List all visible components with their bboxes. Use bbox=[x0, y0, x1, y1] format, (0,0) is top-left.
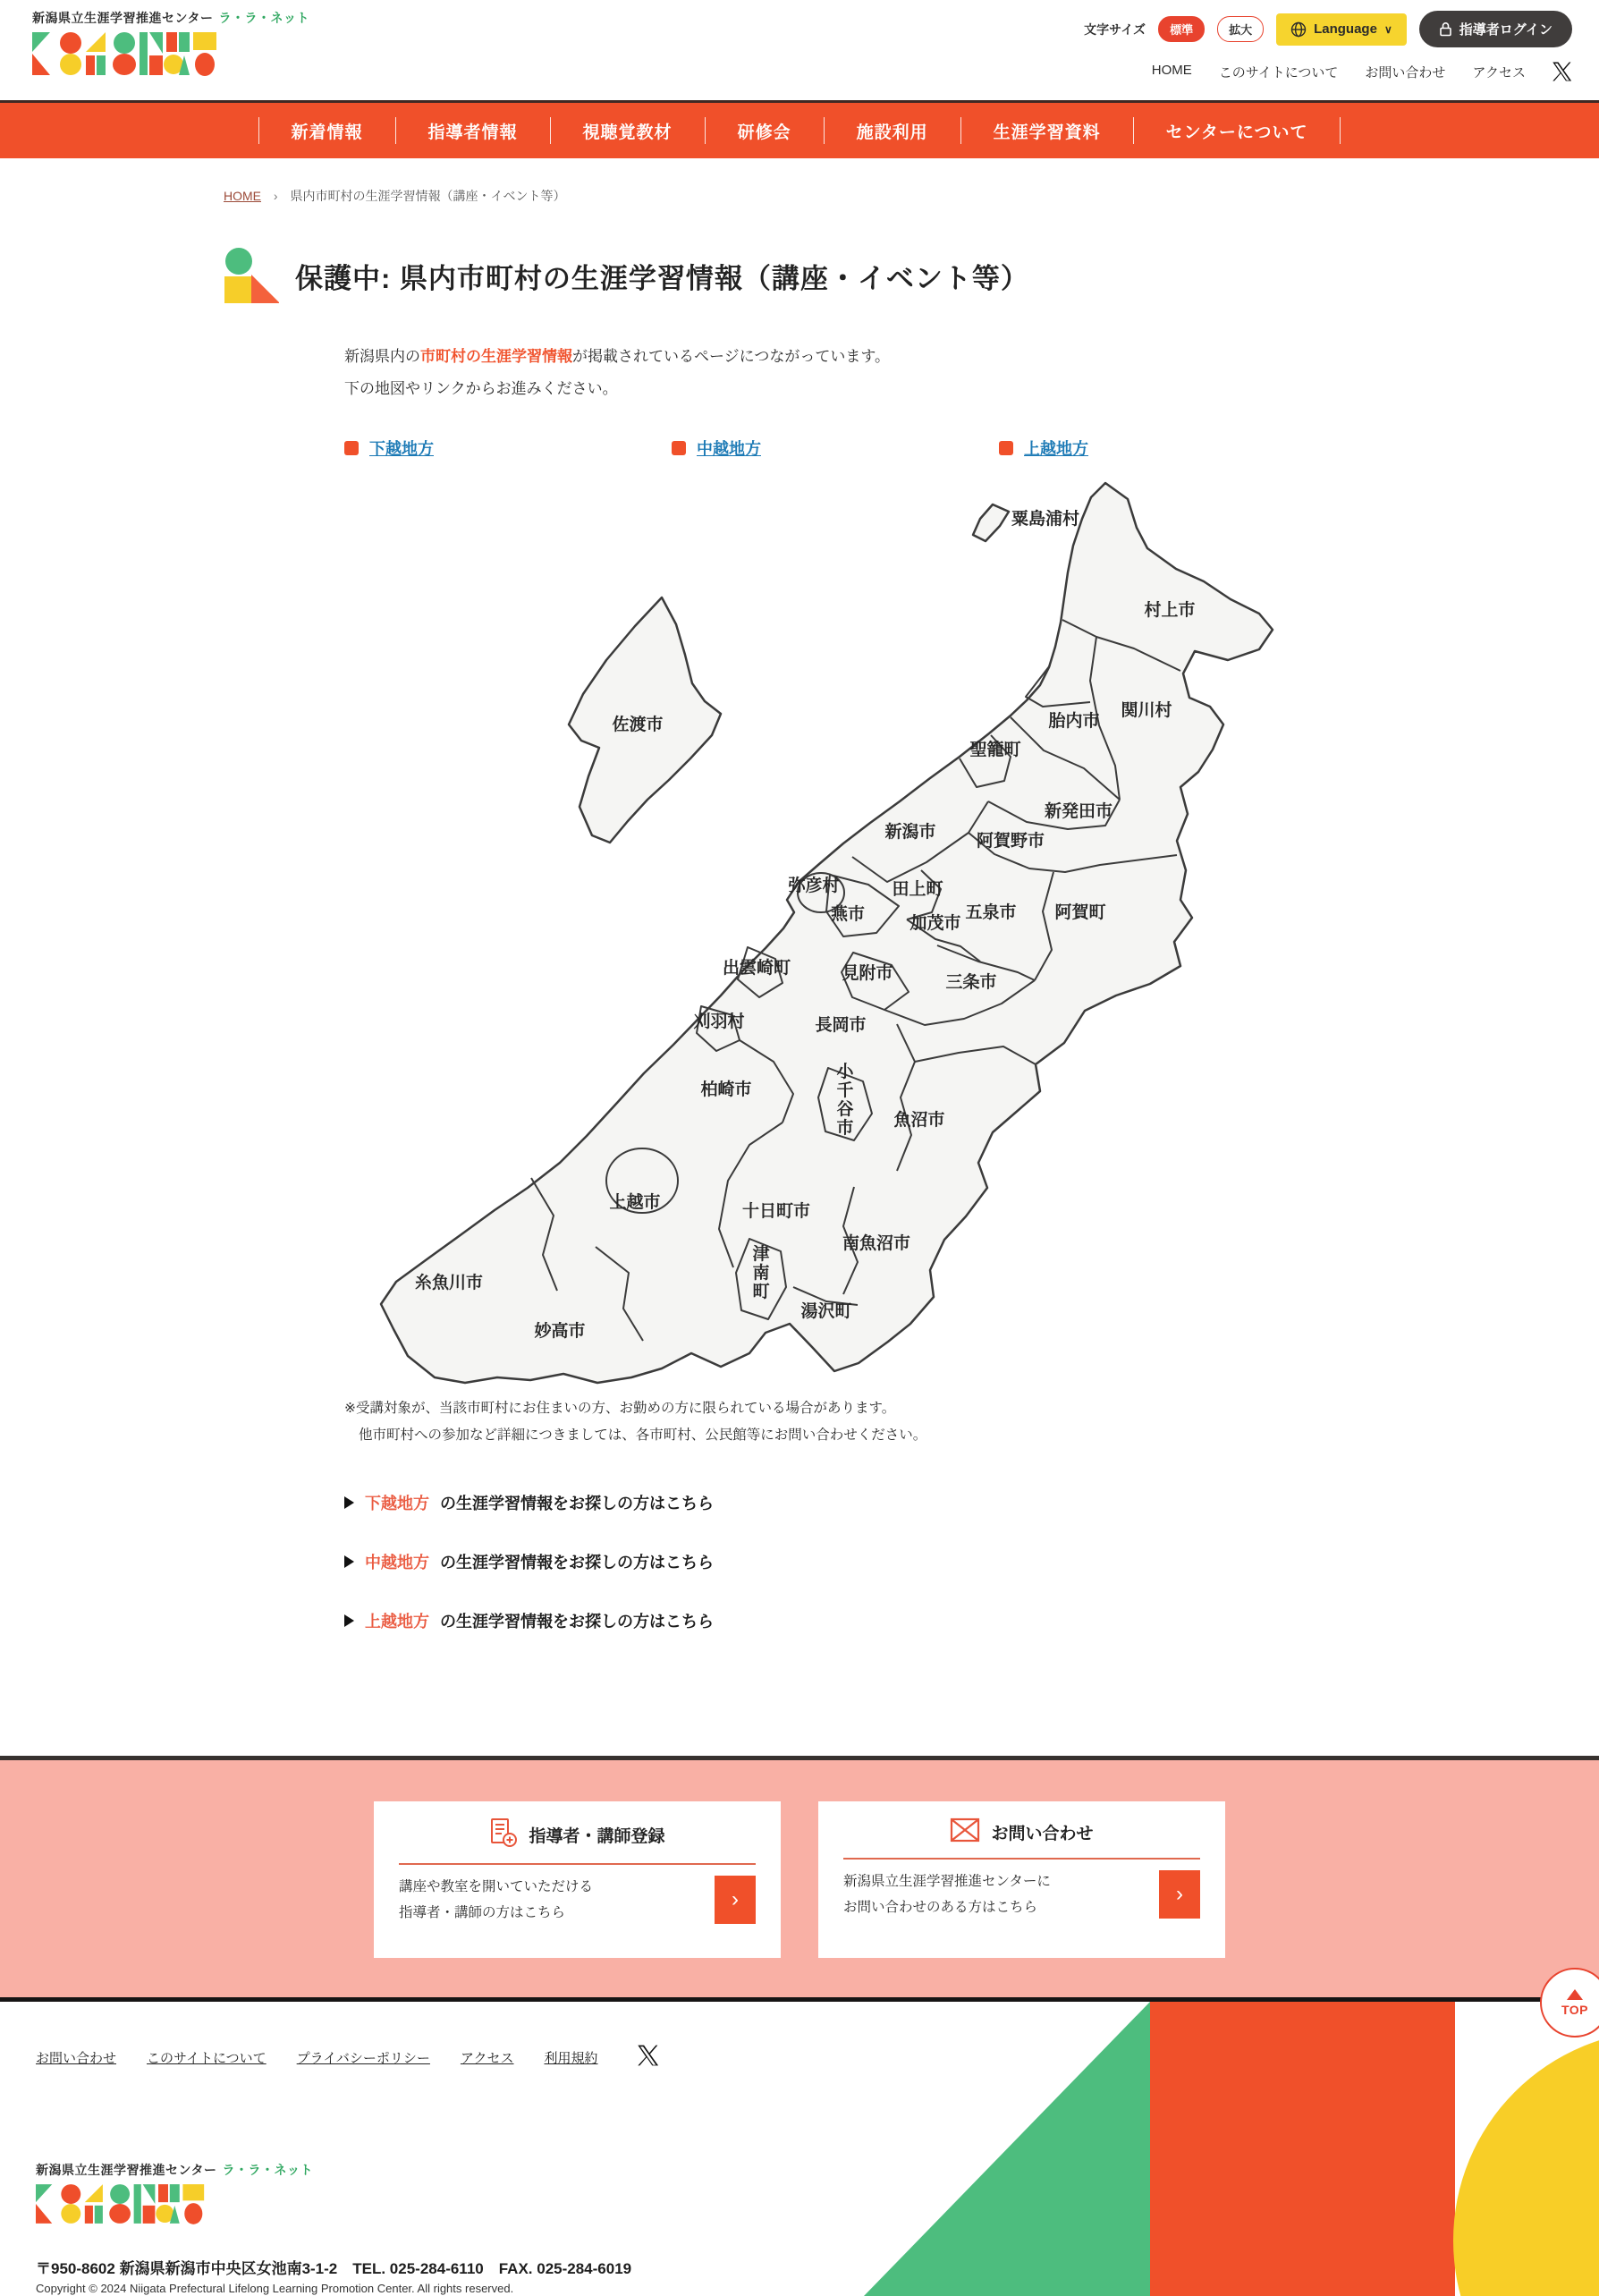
mail-icon bbox=[950, 1817, 980, 1847]
map-label[interactable]: 五泉市 bbox=[965, 903, 1017, 923]
card-text: 講座や教室を開いていただける 指導者・講師の方はこちら bbox=[399, 1879, 594, 1921]
intro-emphasis[interactable]: 市町村の生涯学習情報 bbox=[420, 348, 572, 365]
header-link-0[interactable]: HOME bbox=[1151, 62, 1192, 78]
map-label[interactable]: 妙高市 bbox=[534, 1322, 586, 1342]
x-twitter-icon[interactable] bbox=[1552, 62, 1572, 81]
mainland-outline bbox=[381, 483, 1273, 1383]
lalanet-logo-icon bbox=[32, 30, 218, 77]
map-label[interactable]: 小千谷市 bbox=[836, 1063, 854, 1139]
instructor-login-button[interactable]: 指導者ログイン bbox=[1419, 11, 1572, 47]
language-button[interactable] bbox=[1276, 13, 1407, 46]
map-label[interactable]: 南魚沼市 bbox=[842, 1234, 911, 1254]
card-arrow-button[interactable]: › bbox=[1159, 1870, 1200, 1919]
search-suffix-label: の生涯学習情報をお探しの方はこちら bbox=[440, 1554, 714, 1572]
header-link-2[interactable]: お問い合わせ bbox=[1365, 64, 1446, 80]
map-label[interactable]: 柏崎市 bbox=[700, 1080, 752, 1100]
map-label[interactable]: 長岡市 bbox=[815, 1016, 867, 1036]
header-link-1[interactable]: このサイトについて bbox=[1218, 64, 1339, 80]
region-link-0[interactable] bbox=[344, 436, 672, 460]
awashima-island-outline bbox=[973, 504, 1009, 541]
footer-link-2[interactable]: プライバシーポリシー bbox=[296, 2051, 430, 2066]
region-link-label[interactable]: 下越地方 bbox=[369, 440, 434, 459]
triangle-right-icon bbox=[344, 1555, 354, 1568]
search-region-label: 中越地方 bbox=[365, 1554, 429, 1572]
map-label[interactable]: 十日町市 bbox=[741, 1202, 811, 1222]
search-suffix-label: の生涯学習情報をお探しの方はこちら bbox=[440, 1495, 714, 1513]
search-suffix-label: の生涯学習情報をお探しの方はこちら bbox=[440, 1613, 714, 1631]
footer-site-brand: ラ・ラ・ネット bbox=[222, 2163, 313, 2177]
x-twitter-icon[interactable] bbox=[638, 2045, 659, 2071]
registration-icon bbox=[489, 1817, 518, 1852]
breadcrumb-home-link[interactable]: HOME bbox=[224, 189, 261, 203]
language-label: Language bbox=[1314, 21, 1377, 37]
map-outline bbox=[381, 483, 1273, 1383]
region-search-links bbox=[344, 1491, 1599, 1632]
nav-item-5[interactable]: 生涯学習資料 bbox=[960, 117, 1133, 144]
card-divider bbox=[399, 1863, 756, 1865]
triangle-right-icon bbox=[344, 1496, 354, 1509]
footer-site-logo[interactable] bbox=[36, 2161, 313, 2225]
footer-site-name: 新潟県立生涯学習推進センター ラ・ラ・ネット bbox=[36, 2163, 313, 2177]
map-label[interactable]: 村上市 bbox=[1144, 601, 1196, 621]
map-label[interactable]: 刈羽村 bbox=[693, 1012, 745, 1032]
search-region-label: 上越地方 bbox=[365, 1613, 429, 1631]
header bbox=[0, 0, 1599, 100]
map-label[interactable]: 胎内市 bbox=[1048, 712, 1100, 732]
region-links bbox=[344, 436, 1599, 460]
chevron-down-icon: ∨ bbox=[1383, 22, 1392, 36]
deco-red-rectangle bbox=[1150, 2002, 1455, 2296]
nav-item-3[interactable]: 研修会 bbox=[705, 117, 824, 144]
footer-address: 〒950-8602 新潟県新潟市中央区女池南3-1-2 TEL. 025-284-6110 FAX. 025-284-6019 bbox=[36, 2260, 632, 2277]
map-label[interactable]: 阿賀野市 bbox=[976, 832, 1045, 851]
square-bullet-icon bbox=[999, 441, 1013, 455]
map-label[interactable]: 田上町 bbox=[892, 880, 943, 900]
region-link-1[interactable] bbox=[672, 436, 999, 460]
font-size-standard-button[interactable]: 標準 bbox=[1158, 16, 1205, 42]
card-contact[interactable] bbox=[818, 1801, 1225, 1958]
triangle-right-icon bbox=[344, 1614, 354, 1627]
niigata-municipality-map[interactable] bbox=[329, 472, 1313, 1385]
intro-text: 新潟県内の市町村の生涯学習情報が掲載されているページにつながっています。 下の地図やリンクからお進みください。 bbox=[344, 348, 890, 397]
lock-icon bbox=[1439, 21, 1452, 37]
map-label[interactable]: 阿賀町 bbox=[1054, 903, 1106, 923]
map-label[interactable]: 見附市 bbox=[842, 964, 893, 984]
region-search-link-1[interactable] bbox=[344, 1550, 1599, 1573]
nav-item-2[interactable]: 視聴覚教材 bbox=[550, 117, 705, 144]
page-title-icon bbox=[218, 246, 279, 305]
map-label[interactable]: 燕市 bbox=[830, 905, 866, 925]
nav-item-1[interactable]: 指導者情報 bbox=[395, 117, 550, 144]
map-label[interactable]: 湯沢町 bbox=[800, 1302, 852, 1322]
map-label[interactable]: 津南町 bbox=[752, 1245, 770, 1302]
region-link-label[interactable]: 上越地方 bbox=[1024, 440, 1088, 459]
footer-link-0[interactable]: お問い合わせ bbox=[36, 2051, 117, 2066]
footer-link-1[interactable]: このサイトについて bbox=[147, 2051, 266, 2066]
region-search-link-2[interactable] bbox=[344, 1609, 1599, 1632]
card-text: 新潟県立生涯学習推進センターに お問い合わせのある方はこちら bbox=[843, 1874, 1051, 1916]
back-to-top-button[interactable]: TOP bbox=[1540, 1968, 1599, 2038]
map-label[interactable]: 佐渡市 bbox=[612, 716, 664, 735]
card-title: 指導者・講師登録 bbox=[529, 1827, 665, 1846]
map-label[interactable]: 聖籠町 bbox=[969, 741, 1021, 760]
footer-link-3[interactable]: アクセス bbox=[460, 2051, 514, 2066]
region-link-label[interactable]: 中越地方 bbox=[697, 440, 761, 459]
lalanet-logo-icon bbox=[36, 2182, 206, 2225]
region-search-link-0[interactable] bbox=[344, 1491, 1599, 1514]
map-notes bbox=[344, 1395, 1599, 1448]
arrow-up-icon bbox=[1567, 1989, 1583, 2000]
page-title: 保護中: 県内市町村の生涯学習情報（講座・イベント等） bbox=[295, 262, 1029, 294]
site-name: 新潟県立生涯学習推進センター ラ・ラ・ネット bbox=[32, 11, 309, 25]
header-link-3[interactable]: アクセス bbox=[1472, 64, 1526, 80]
map-label[interactable]: 魚沼市 bbox=[893, 1111, 945, 1131]
deco-green-triangle bbox=[864, 2002, 1150, 2296]
globe-icon bbox=[1290, 21, 1307, 38]
breadcrumb bbox=[224, 187, 1599, 205]
card-arrow-button[interactable]: › bbox=[715, 1876, 756, 1924]
card-title: お問い合わせ bbox=[991, 1825, 1094, 1843]
note-line-0: ※受講対象が、当該市町村にお住まいの方、お勤めの方に限られている場合があります。 bbox=[344, 1401, 896, 1417]
map-label[interactable]: 新潟市 bbox=[884, 823, 936, 843]
footer-link-4[interactable]: 利用規約 bbox=[544, 2051, 598, 2066]
breadcrumb-current: 県内市町村の生涯学習情報（講座・イベント等） bbox=[290, 189, 566, 203]
region-link-2[interactable] bbox=[999, 436, 1326, 460]
nav-item-0[interactable]: 新着情報 bbox=[258, 117, 395, 144]
map-label[interactable]: 糸魚川市 bbox=[414, 1274, 484, 1293]
footer bbox=[0, 1997, 1599, 2296]
font-size-label: 文字サイズ bbox=[1084, 21, 1146, 37]
square-bullet-icon bbox=[672, 441, 686, 455]
map-label[interactable]: 出雲崎町 bbox=[722, 959, 791, 979]
header-quick-links bbox=[1084, 62, 1572, 81]
map-label[interactable]: 弥彦村 bbox=[788, 877, 840, 896]
nav-item-6[interactable]: センターについて bbox=[1133, 117, 1341, 144]
site-logo[interactable] bbox=[32, 9, 309, 77]
map-label[interactable]: 新発田市 bbox=[1044, 802, 1113, 822]
nav-item-4[interactable]: 施設利用 bbox=[824, 117, 960, 144]
contact-band bbox=[0, 1756, 1599, 1997]
map-label[interactable]: 関川村 bbox=[1121, 701, 1172, 721]
card-divider bbox=[843, 1858, 1200, 1860]
main-nav bbox=[0, 100, 1599, 158]
map-label[interactable]: 粟島浦村 bbox=[1011, 510, 1080, 530]
nav-end-separator bbox=[1340, 117, 1341, 144]
map-label[interactable]: 三条市 bbox=[945, 973, 997, 993]
site-brand: ラ・ラ・ネット bbox=[218, 11, 309, 25]
font-size-large-button[interactable]: 拡大 bbox=[1217, 16, 1264, 42]
deco-yellow-circle bbox=[1453, 2030, 1599, 2296]
footer-copyright: Copyright © 2024 Niigata Prefectural Lifelong Learning Promotion Center. All rights reserved. bbox=[36, 2282, 514, 2295]
breadcrumb-separator: › bbox=[273, 189, 278, 203]
card-instructor-registration[interactable] bbox=[374, 1801, 781, 1958]
footer-links bbox=[36, 2045, 659, 2071]
map-label[interactable]: 加茂市 bbox=[909, 914, 961, 934]
map-label[interactable]: 上越市 bbox=[609, 1193, 661, 1213]
search-region-label: 下越地方 bbox=[365, 1495, 429, 1513]
square-bullet-icon bbox=[344, 441, 359, 455]
note-line-1: 他市町村への参加など詳細につきましては、各市町村、公民館等にお問い合わせください。 bbox=[359, 1427, 927, 1443]
